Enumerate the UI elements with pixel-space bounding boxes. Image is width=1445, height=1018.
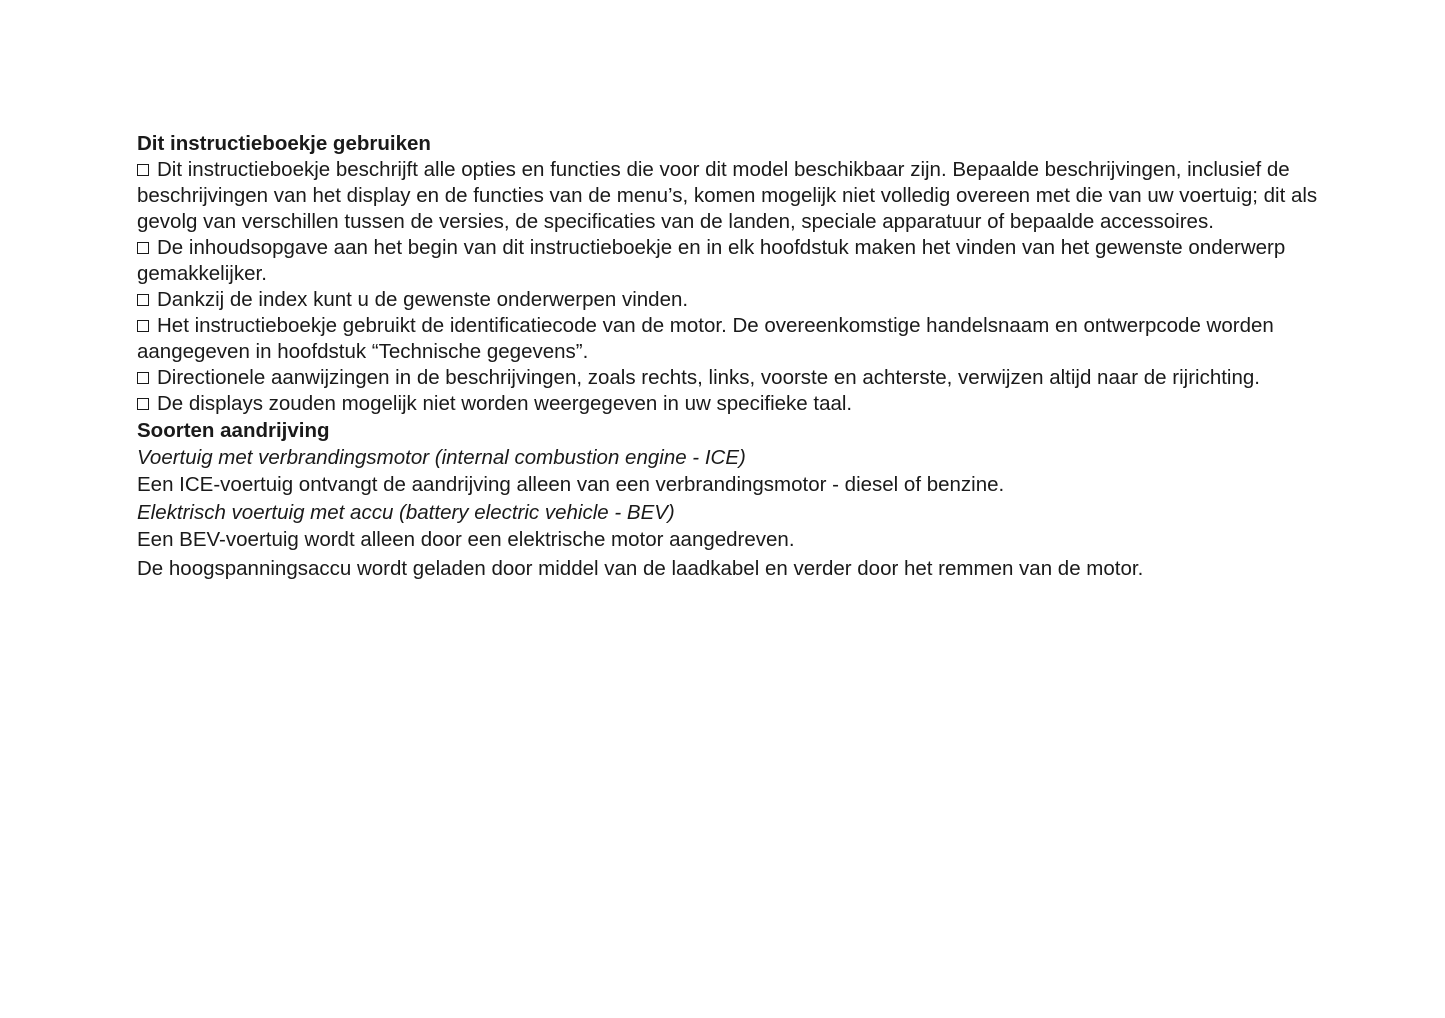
bev-description: Een BEV-voertuig wordt alleen door een elektrische motor aangedreven.: [137, 528, 795, 551]
list-item-text: Dit instructieboekje beschrijft alle opties en functies die voor dit model beschikbaar zijn. Bepaalde beschrijvingen, inclusief de beschrijvingen van het display en de functies van de menu’s, komen mogelijk niet volledig overeen met die van uw voertuig; dit als gevolg van verschillen tussen de versies, de specificaties van de landen, speciale apparatuur of bepaalde accessoires.: [137, 158, 1318, 233]
bev-charging-description: De hoogspanningsaccu wordt geladen door middel van de laadkabel en verder door het remmen van de motor.: [137, 557, 1144, 580]
checkbox-square-icon: [137, 320, 149, 332]
ice-subheading: Voertuig met verbrandingsmotor (internal combustion engine - ICE): [137, 446, 746, 469]
section-heading-instructieboekje: Dit instructieboekje gebruiken: [137, 132, 431, 155]
document-page: [137, 131, 1332, 582]
ice-description: Een ICE-voertuig ontvangt de aandrijving alleen van een verbrandingsmotor - diesel of benzine.: [137, 473, 1005, 496]
bev-subheading: Elektrisch voertuig met accu (battery electric vehicle - BEV): [137, 501, 675, 524]
checkbox-square-icon: [137, 372, 149, 384]
checkbox-square-icon: [137, 164, 149, 176]
checkbox-square-icon: [137, 242, 149, 254]
section-heading-aandrijving: Soorten aandrijving: [137, 419, 330, 442]
list-item-text: Dankzij de index kunt u de gewenste onderwerpen vinden.: [157, 288, 689, 311]
list-item: [137, 365, 1332, 391]
list-item: [137, 235, 1332, 287]
checkbox-square-icon: [137, 294, 149, 306]
list-item-text: Het instructieboekje gebruikt de identificatiecode van de motor. De overeenkomstige handelsnaam en ontwerpcode worden aangegeven in hoofdstuk “Technische gegevens”.: [137, 314, 1274, 363]
list-item-text: De inhoudsopgave aan het begin van dit instructieboekje en in elk hoofdstuk maken het vinden van het gewenste onderwerp gemakkelijker.: [137, 236, 1286, 285]
list-item: [137, 287, 1332, 313]
list-item: [137, 391, 1332, 417]
list-item-text: De displays zouden mogelijk niet worden weergegeven in uw specifieke taal.: [157, 392, 853, 415]
checkbox-square-icon: [137, 398, 149, 410]
list-item-text: Directionele aanwijzingen in de beschrijvingen, zoals rechts, links, voorste en achterste, verwijzen altijd naar de rijrichting.: [157, 366, 1260, 389]
list-item: [137, 157, 1332, 235]
list-item: [137, 313, 1332, 365]
